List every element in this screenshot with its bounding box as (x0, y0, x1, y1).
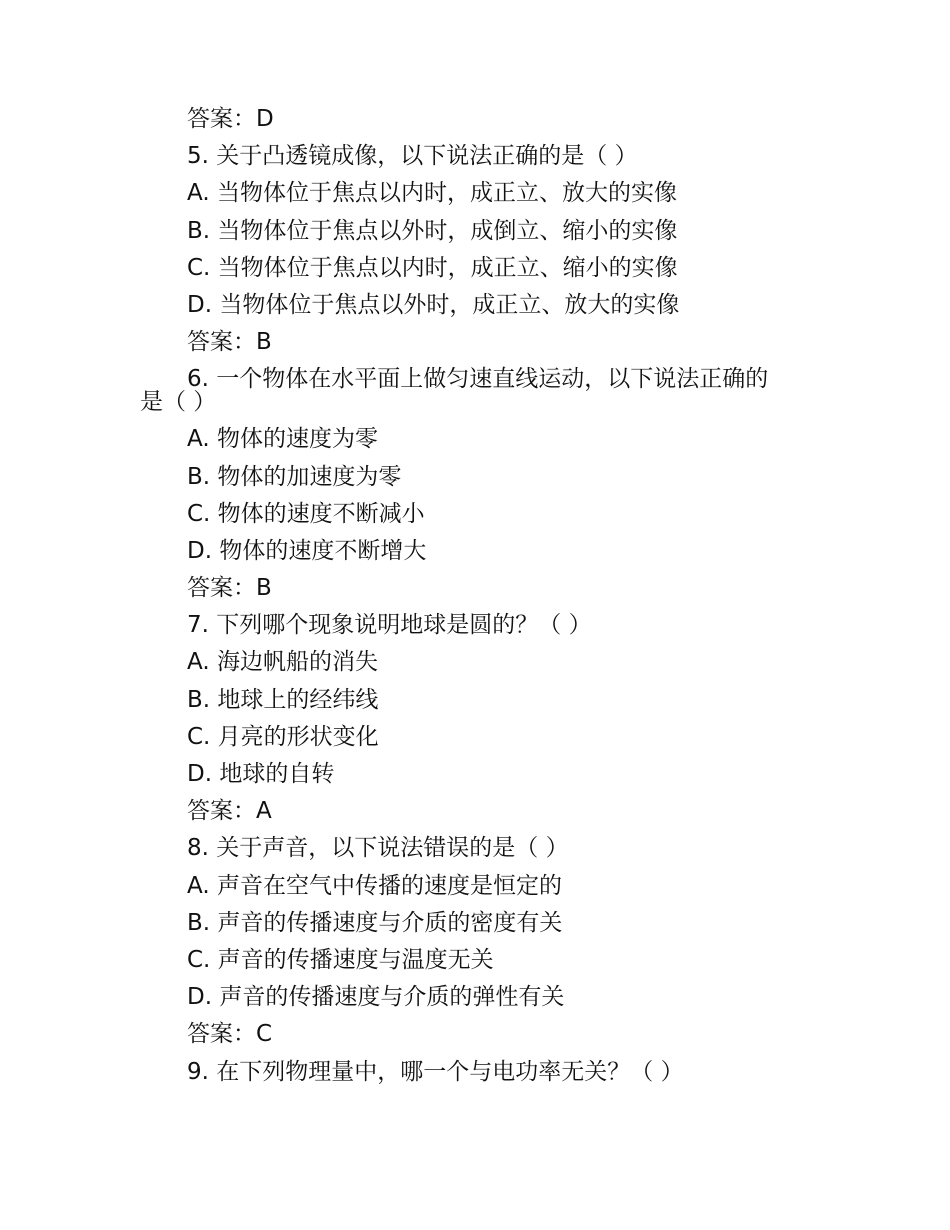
q5-option-b: B. 当物体位于焦点以外时，成倒立、缩小的实像 (187, 217, 678, 244)
q5-option-c: C. 当物体位于焦点以内时，成正立、缩小的实像 (187, 254, 678, 281)
question-7: 7. 下列哪个现象说明地球是圆的？（ ） (187, 612, 592, 639)
q6-option-d: D. 物体的速度不断增大 (187, 537, 427, 564)
q7-option-d: D. 地球的自转 (187, 761, 335, 787)
q8-option-b: B. 声音的传播速度与介质的密度有关 (187, 909, 563, 936)
question-9: 9. 在下列物理量中，哪一个与电功率无关？（ ） (187, 1058, 684, 1085)
q6-option-a: A. 物体的速度为零 (187, 426, 378, 453)
q7-option-b: B. 地球上的经纬线 (187, 686, 379, 713)
q8-option-d: D. 声音的传播速度与介质的弹性有关 (187, 984, 565, 1011)
q8-option-c: C. 声音的传播速度与温度无关 (187, 946, 494, 973)
q6-option-c: C. 物体的速度不断减小 (187, 500, 425, 527)
question-5: 5. 关于凸透镜成像，以下说法正确的是（ ） (187, 143, 638, 170)
question-8: 8. 关于声音，以下说法错误的是（ ） (187, 835, 569, 862)
q5-option-a: A. 当物体位于焦点以内时，成正立、放大的实像 (187, 180, 677, 207)
answer-line-q7: 答案：A (187, 798, 272, 825)
q7-option-a: A. 海边帆船的消失 (187, 649, 378, 676)
q7-option-c: C. 月亮的形状变化 (187, 723, 379, 750)
answer-line-q5: 答案：B (187, 329, 272, 356)
q5-option-d: D. 当物体位于焦点以外时，成正立、放大的实像 (187, 291, 680, 318)
answer-line-q4: 答案：D (187, 106, 274, 132)
answer-line-q8: 答案：C (187, 1021, 273, 1048)
answer-line-q6: 答案：B (187, 575, 272, 602)
question-6-continued: 是（ ） (140, 389, 217, 416)
question-list (140, 101, 830, 1091)
question-6: 6. 一个物体在水平面上做匀速直线运动，以下说法正确的 (187, 366, 769, 393)
q8-option-a: A. 声音在空气中传播的速度是恒定的 (187, 872, 562, 899)
q6-option-b: B. 物体的加速度为零 (187, 463, 402, 490)
